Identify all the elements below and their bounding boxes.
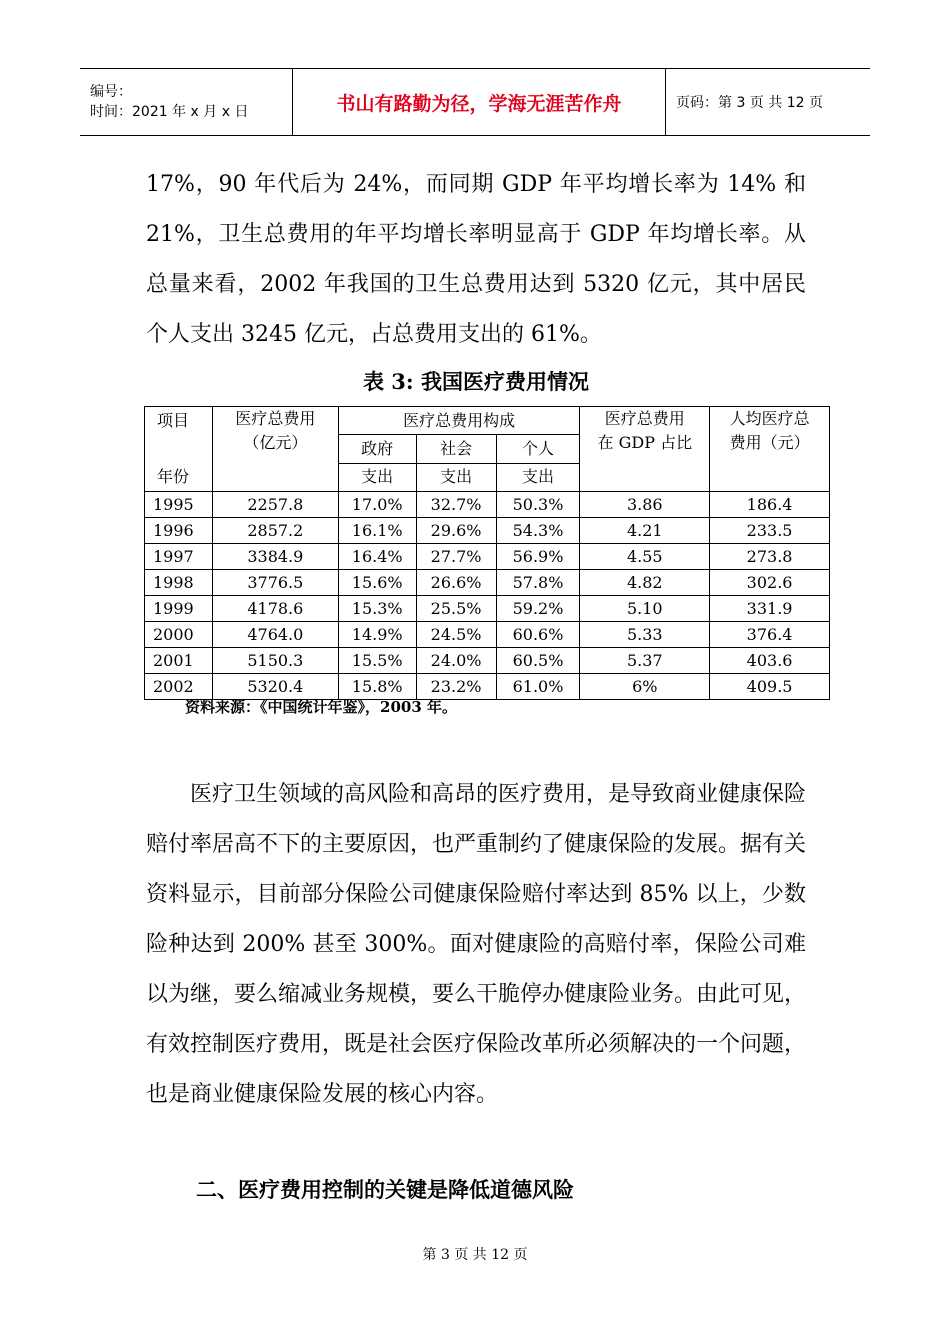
header-item: 项目 (157, 411, 190, 430)
body-paragraph-2: 医疗卫生领域的高风险和高昂的医疗费用，是导致商业健康保险赔付率居高不下的主要原因，也严重制约了健康保险的发展。据有关资料显示，目前部分保险公司健康保险赔付率达到 85% 以上，少数险种达到 200% 甚至 300%。面对健康险的高赔付率，保险公司难以为继，要么缩减业务规模，要么干脆停办健康险业务。由此可见，有效控制医疗费用，既是社会医疗保险改革所必须解决的一个问题，也是商业健康保险发展的核心内容。 (146, 782, 807, 1107)
table-row (145, 596, 830, 622)
cell-year: 2000 (145, 622, 213, 648)
cell-social: 26.6% (416, 570, 496, 596)
cell-social: 25.5% (416, 596, 496, 622)
section-heading: 二、医疗费用控制的关键是降低道德风险 (196, 1178, 574, 1202)
cell-social: 24.0% (416, 648, 496, 674)
table-row (145, 518, 830, 544)
table-row (145, 622, 830, 648)
cell-personal: 60.5% (496, 648, 580, 674)
cell-gov: 17.0% (338, 492, 416, 518)
cell-year: 1997 (145, 544, 213, 570)
cell-gov: 14.9% (338, 622, 416, 648)
cell-total: 5320.4 (212, 674, 338, 700)
cell-gov: 15.8% (338, 674, 416, 700)
cell-per-capita: 376.4 (710, 622, 830, 648)
header-gdp-share-1: 医疗总费用 (604, 409, 685, 428)
header-meta (80, 69, 293, 136)
cell-social: 29.6% (416, 518, 496, 544)
cell-gov: 15.5% (338, 648, 416, 674)
cell-personal: 50.3% (496, 492, 580, 518)
cell-gdp-share: 3.86 (580, 492, 710, 518)
body-paragraph-1: 17%，90 年代后为 24%，而同期 GDP 年平均增长率为 14% 和 21%，卫生总费用的年平均增长率明显高于 GDP 年均增长率。从总量来看，2002 年我国的卫生总费用达到 5320 亿元，其中居民个人支出 3245 亿元，占总费用支出的 61%。 (146, 172, 806, 347)
cell-year: 1995 (145, 492, 213, 518)
page-footer: 第 3 页 共 12 页 (422, 1247, 528, 1263)
cell-gdp-share: 6% (580, 674, 710, 700)
header-per-capita-1: 人均医疗总 (729, 409, 810, 428)
table-title: 表 3: 我国医疗费用情况 (363, 369, 589, 394)
cell-personal: 56.9% (496, 544, 580, 570)
cell-social: 27.7% (416, 544, 496, 570)
cell-per-capita: 403.6 (710, 648, 830, 674)
cell-total: 2257.8 (212, 492, 338, 518)
cell-social: 23.2% (416, 674, 496, 700)
header-composition: 医疗总费用构成 (338, 407, 580, 435)
header-motto: 书山有路勤为径，学海无涯苦作舟 (293, 69, 666, 136)
cell-gdp-share: 5.10 (580, 596, 710, 622)
cell-personal: 60.6% (496, 622, 580, 648)
header-total-unit: （亿元） (243, 433, 308, 452)
cell-gdp-share: 5.37 (580, 648, 710, 674)
header-gdp-share-2: 在 GDP 占比 (597, 433, 693, 452)
serial-label: 编号： (90, 84, 132, 100)
cell-year: 2002 (145, 674, 213, 700)
cell-gov: 15.6% (338, 570, 416, 596)
header-total (212, 407, 338, 492)
cell-year: 1999 (145, 596, 213, 622)
cell-personal: 59.2% (496, 596, 580, 622)
medical-cost-table (144, 406, 830, 700)
header-personal: 个人 (496, 435, 580, 463)
header-per-capita-2: 费用（元） (729, 433, 810, 452)
cell-gov: 16.4% (338, 544, 416, 570)
cell-gov: 16.1% (338, 518, 416, 544)
cell-gov: 15.3% (338, 596, 416, 622)
cell-per-capita: 331.9 (710, 596, 830, 622)
header-page-info: 页码：第 3 页 共 12 页 (676, 95, 823, 111)
table-source-note: 资料来源：《中国统计年鉴》，2003 年。 (185, 698, 457, 716)
header-social-expense: 支出 (416, 463, 496, 491)
page-header (80, 68, 870, 136)
cell-per-capita: 302.6 (710, 570, 830, 596)
table-row (145, 492, 830, 518)
header-item-year (145, 407, 213, 492)
cell-per-capita: 273.8 (710, 544, 830, 570)
cell-total: 2857.2 (212, 518, 338, 544)
table-row (145, 544, 830, 570)
cell-total: 3384.9 (212, 544, 338, 570)
cell-year: 1998 (145, 570, 213, 596)
cell-per-capita: 233.5 (710, 518, 830, 544)
cell-gdp-share: 4.82 (580, 570, 710, 596)
cell-gdp-share: 5.33 (580, 622, 710, 648)
time-label: 时间：2021 年 x 月 x 日 (90, 104, 249, 120)
cell-total: 4764.0 (212, 622, 338, 648)
table-row (145, 570, 830, 596)
cell-per-capita: 409.5 (710, 674, 830, 700)
header-per-capita (710, 407, 830, 492)
header-personal-expense: 支出 (496, 463, 580, 491)
cell-personal: 57.8% (496, 570, 580, 596)
cell-gdp-share: 4.21 (580, 518, 710, 544)
header-total-label: 医疗总费用 (235, 409, 316, 428)
header-gov-expense: 支出 (338, 463, 416, 491)
cell-year: 2001 (145, 648, 213, 674)
cell-personal: 54.3% (496, 518, 580, 544)
cell-total: 3776.5 (212, 570, 338, 596)
header-year: 年份 (157, 467, 190, 486)
header-social: 社会 (416, 435, 496, 463)
cell-per-capita: 186.4 (710, 492, 830, 518)
table-row (145, 648, 830, 674)
cell-total: 4178.6 (212, 596, 338, 622)
cell-social: 32.7% (416, 492, 496, 518)
header-gdp-share (580, 407, 710, 492)
cell-personal: 61.0% (496, 674, 580, 700)
cell-total: 5150.3 (212, 648, 338, 674)
header-gov: 政府 (338, 435, 416, 463)
cell-year: 1996 (145, 518, 213, 544)
cell-gdp-share: 4.55 (580, 544, 710, 570)
cell-social: 24.5% (416, 622, 496, 648)
